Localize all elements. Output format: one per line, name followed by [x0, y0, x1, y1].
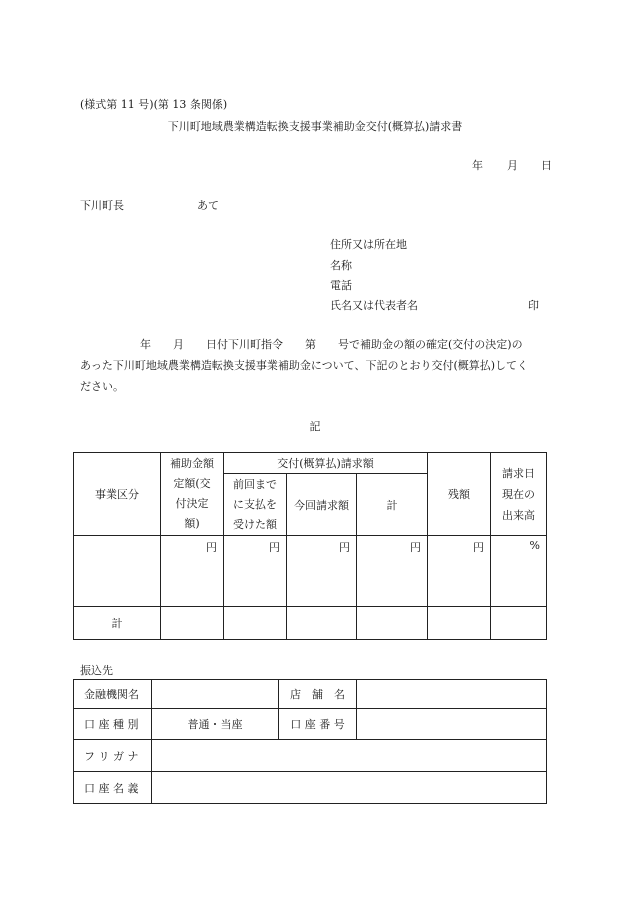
date-month-label: 月: [507, 159, 518, 172]
date-year-label: 年: [472, 159, 483, 172]
header-grant-amount: [161, 453, 224, 536]
header-progress-line-1: 請求日: [502, 466, 535, 480]
body-paragraph-line-2: あった下川町地域農業構造転換支援事業補助金について、下記のとおり交付(概算払)してく: [80, 359, 529, 372]
branch-name-label: 店 舗 名: [279, 680, 357, 709]
account-holder-field[interactable]: [152, 772, 547, 804]
applicant-phone-label: 電話: [330, 279, 352, 292]
header-progress: [491, 453, 547, 536]
cell-total-sum[interactable]: [357, 607, 428, 640]
header-prev-line-1: 前回まで: [233, 477, 277, 491]
header-balance: 残額: [428, 453, 491, 536]
header-claim-group: 交付(概算払)請求額: [224, 453, 428, 474]
bank-name-field[interactable]: [152, 680, 279, 709]
header-progress-line-2: 現在の: [502, 487, 535, 501]
cell-total[interactable]: [357, 536, 428, 607]
body-paragraph-line-3: ださい。: [80, 380, 124, 393]
cell-business-input[interactable]: [74, 536, 161, 607]
transfer-table: [73, 679, 547, 804]
account-type-value[interactable]: 普通・当座: [152, 709, 279, 740]
cell-grant-amount[interactable]: [161, 536, 224, 607]
addressee-name: 下川町長: [80, 199, 124, 212]
header-grant-line-2: 定額(交: [173, 477, 211, 490]
header-current-claim: 今回請求額: [287, 474, 357, 536]
header-progress-line-3: 出来高: [502, 508, 535, 522]
cell-progress[interactable]: [491, 536, 547, 607]
cell-balance[interactable]: [428, 536, 491, 607]
bank-name-label: 金融機関名: [74, 680, 152, 709]
header-prev-line-2: に支払を: [233, 497, 277, 511]
addressee-suffix: あて: [197, 199, 219, 212]
cell-total-previous[interactable]: [224, 607, 287, 640]
furigana-field[interactable]: [152, 740, 547, 772]
account-number-field[interactable]: [357, 709, 547, 740]
header-grant-line-1: 補助金額: [170, 457, 214, 470]
cell-current-claim[interactable]: [287, 536, 357, 607]
date-day-label: 日: [541, 159, 552, 172]
unit-yen: 円: [473, 541, 484, 554]
body-paragraph-line-1: 年 月 日付下川町指令 第 号で補助金の額の確定(交付の決定)の: [140, 338, 523, 351]
header-previous-paid: [224, 474, 287, 536]
cell-previous-paid[interactable]: [224, 536, 287, 607]
cell-total-balance[interactable]: [428, 607, 491, 640]
ki-label: 記: [309, 420, 321, 433]
cell-total-current[interactable]: [287, 607, 357, 640]
furigana-label: フ リ ガ ナ: [74, 740, 152, 772]
branch-name-field[interactable]: [357, 680, 547, 709]
unit-yen: 円: [339, 541, 350, 554]
form-number: (様式第 11 号)(第 13 条関係): [80, 98, 228, 111]
applicant-address-label: 住所又は所在地: [330, 238, 407, 251]
transfer-heading: 振込先: [80, 664, 113, 677]
unit-yen: 円: [206, 541, 217, 554]
header-prev-line-3: 受けた額: [233, 517, 277, 531]
header-business-category: 事業区分: [74, 453, 161, 536]
header-grant-line-3: 付決定: [175, 497, 209, 510]
total-row-label: 計: [74, 607, 161, 640]
unit-yen: 円: [410, 541, 421, 554]
header-total: 計: [357, 474, 428, 536]
header-grant-line-4: 額): [184, 517, 200, 530]
claim-table: [73, 452, 547, 640]
account-number-label: 口 座 番 号: [279, 709, 357, 740]
cell-total-progress[interactable]: [491, 607, 547, 640]
applicant-name-label: 名称: [330, 259, 352, 272]
account-type-label: 口 座 種 別: [74, 709, 152, 740]
cell-total-grant[interactable]: [161, 607, 224, 640]
applicant-representative-label: 氏名又は代表者名: [330, 299, 418, 312]
unit-yen: 円: [269, 541, 280, 554]
page-title: 下川町地域農業構造転換支援事業補助金交付(概算払)請求書: [167, 120, 463, 133]
account-holder-label: 口 座 名 義: [74, 772, 152, 804]
seal-mark: 印: [528, 299, 539, 312]
unit-percent: %: [529, 539, 540, 552]
